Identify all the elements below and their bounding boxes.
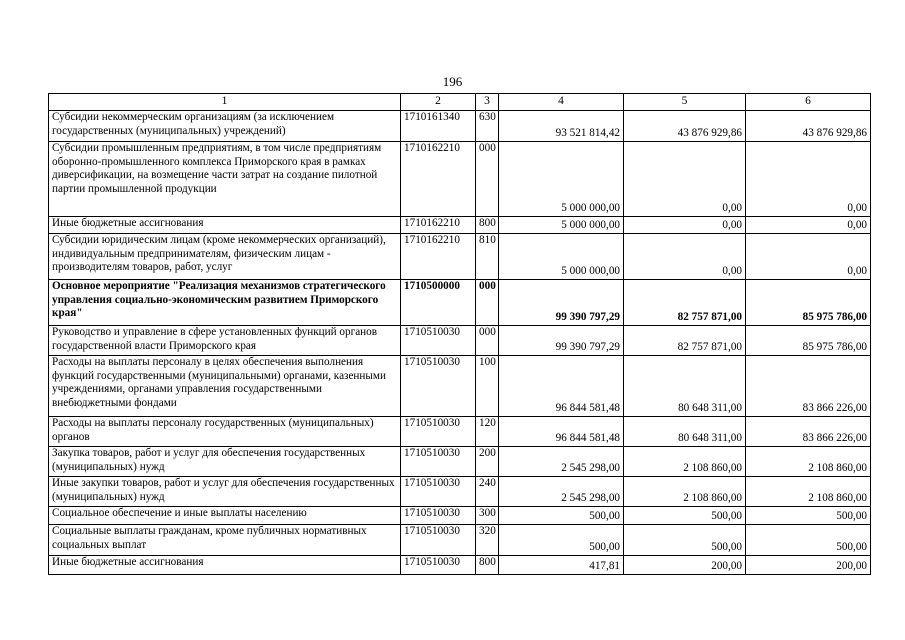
row-value-col4: 99 390 797,29: [499, 280, 624, 326]
row-value-col6: 200,00: [746, 556, 871, 575]
table-row: [49, 142, 871, 217]
table-row: [49, 477, 871, 507]
row-value-col6: 500,00: [746, 507, 871, 525]
row-code: 1710510030: [401, 326, 476, 356]
row-name: Иные закупки товаров, работ и услуг для обеспечения государственных (муниципальных) нужд: [49, 477, 401, 507]
row-value-col4: 500,00: [499, 525, 624, 556]
row-name: Субсидии некоммерческим организациям (за исключением государственных (муниципальных) учреждений): [49, 111, 401, 142]
row-value-col4: 2 545 298,00: [499, 447, 624, 477]
row-name: Субсидии промышленным предприятиям, в том числе предприятиям оборонно-промышленного комплекса Приморского края в рамках диверсификации, на возмещение части затрат на создание пилотной партии промышленной продукции: [49, 142, 401, 217]
table-row: [49, 417, 871, 447]
row-code: 1710510030: [401, 507, 476, 525]
row-name: Иные бюджетные ассигнования: [49, 556, 401, 575]
column-header: 1: [49, 94, 401, 111]
row-expense-type: 000: [476, 280, 499, 326]
row-value-col5: 0,00: [624, 234, 746, 280]
row-expense-type: 320: [476, 525, 499, 556]
row-value-col6: 0,00: [746, 142, 871, 217]
row-name: Закупка товаров, работ и услуг для обеспечения государственных (муниципальных) нужд: [49, 447, 401, 477]
table-row: [49, 356, 871, 417]
row-value-col4: 93 521 814,42: [499, 111, 624, 142]
table-row: [49, 234, 871, 280]
row-value-col5: 43 876 929,86: [624, 111, 746, 142]
row-value-col6: 2 108 860,00: [746, 477, 871, 507]
row-value-col4: 5 000 000,00: [499, 142, 624, 217]
row-name: Руководство и управление в сфере установленных функций органов государственной власти Приморского края: [49, 326, 401, 356]
row-value-col6: 43 876 929,86: [746, 111, 871, 142]
table-row: [49, 111, 871, 142]
row-name: Социальные выплаты гражданам, кроме публичных нормативных социальных выплат: [49, 525, 401, 556]
row-code: 1710510030: [401, 525, 476, 556]
row-value-col4: 96 844 581,48: [499, 417, 624, 447]
row-value-col4: 96 844 581,48: [499, 356, 624, 417]
column-header: 6: [746, 94, 871, 111]
row-code: 1710162210: [401, 142, 476, 217]
column-header: 4: [499, 94, 624, 111]
table-row: [49, 556, 871, 575]
row-expense-type: 800: [476, 556, 499, 575]
row-value-col6: 83 866 226,00: [746, 417, 871, 447]
table-row-highlighted: [49, 280, 871, 326]
row-value-col4: 5 000 000,00: [499, 217, 624, 234]
row-expense-type: 630: [476, 111, 499, 142]
table-row: [49, 507, 871, 525]
row-value-col4: 417,81: [499, 556, 624, 575]
row-code: 1710510030: [401, 477, 476, 507]
row-name: Основное мероприятие "Реализация механизмов стратегического управления социально-экономическим развитием Приморского края": [49, 280, 401, 326]
page-number: 196: [442, 74, 463, 89]
budget-table: [48, 93, 871, 575]
row-name: Расходы на выплаты персоналу в целях обеспечения выполнения функций государственными (муниципальными) органами, казенными учреждениями, органами управления государственными внебюджетными фондами: [49, 356, 401, 417]
row-value-col6: 0,00: [746, 234, 871, 280]
row-name: Субсидии юридическим лицам (кроме некоммерческих организаций), индивидуальным предпринимателям, физическим лицам - производителям товаров, работ, услуг: [49, 234, 401, 280]
row-name: Социальное обеспечение и иные выплаты населению: [49, 507, 401, 525]
row-code: 1710510030: [401, 447, 476, 477]
column-header: 3: [476, 94, 499, 111]
column-header: 5: [624, 94, 746, 111]
row-value-col5: 80 648 311,00: [624, 417, 746, 447]
row-expense-type: 810: [476, 234, 499, 280]
row-value-col6: 85 975 786,00: [746, 326, 871, 356]
row-value-col5: 200,00: [624, 556, 746, 575]
row-expense-type: 300: [476, 507, 499, 525]
row-code: 1710162210: [401, 217, 476, 234]
row-value-col5: 2 108 860,00: [624, 447, 746, 477]
header-row: [49, 94, 871, 111]
row-expense-type: 000: [476, 142, 499, 217]
row-value-col5: 0,00: [624, 142, 746, 217]
row-value-col5: 0,00: [624, 217, 746, 234]
row-value-col5: 500,00: [624, 525, 746, 556]
row-code: 1710500000: [401, 280, 476, 326]
row-value-col6: 0,00: [746, 217, 871, 234]
row-value-col5: 2 108 860,00: [624, 477, 746, 507]
row-expense-type: 000: [476, 326, 499, 356]
table-row: [49, 525, 871, 556]
row-code: 1710161340: [401, 111, 476, 142]
row-value-col5: 500,00: [624, 507, 746, 525]
row-value-col5: 80 648 311,00: [624, 356, 746, 417]
row-value-col6: 85 975 786,00: [746, 280, 871, 326]
row-code: 1710510030: [401, 556, 476, 575]
table-row: [49, 326, 871, 356]
table-row: [49, 447, 871, 477]
row-value-col4: 99 390 797,29: [499, 326, 624, 356]
row-expense-type: 240: [476, 477, 499, 507]
row-code: 1710510030: [401, 356, 476, 417]
row-value-col6: 500,00: [746, 525, 871, 556]
row-name: Расходы на выплаты персоналу государственных (муниципальных) органов: [49, 417, 401, 447]
row-value-col5: 82 757 871,00: [624, 280, 746, 326]
row-value-col6: 2 108 860,00: [746, 447, 871, 477]
row-value-col4: 5 000 000,00: [499, 234, 624, 280]
row-expense-type: 100: [476, 356, 499, 417]
row-value-col6: 83 866 226,00: [746, 356, 871, 417]
row-value-col4: 2 545 298,00: [499, 477, 624, 507]
table-row: [49, 217, 871, 234]
row-name: Иные бюджетные ассигнования: [49, 217, 401, 234]
row-value-col5: 82 757 871,00: [624, 326, 746, 356]
row-code: 1710510030: [401, 417, 476, 447]
row-value-col4: 500,00: [499, 507, 624, 525]
column-header: 2: [401, 94, 476, 111]
row-expense-type: 120: [476, 417, 499, 447]
row-expense-type: 800: [476, 217, 499, 234]
row-code: 1710162210: [401, 234, 476, 280]
row-expense-type: 200: [476, 447, 499, 477]
